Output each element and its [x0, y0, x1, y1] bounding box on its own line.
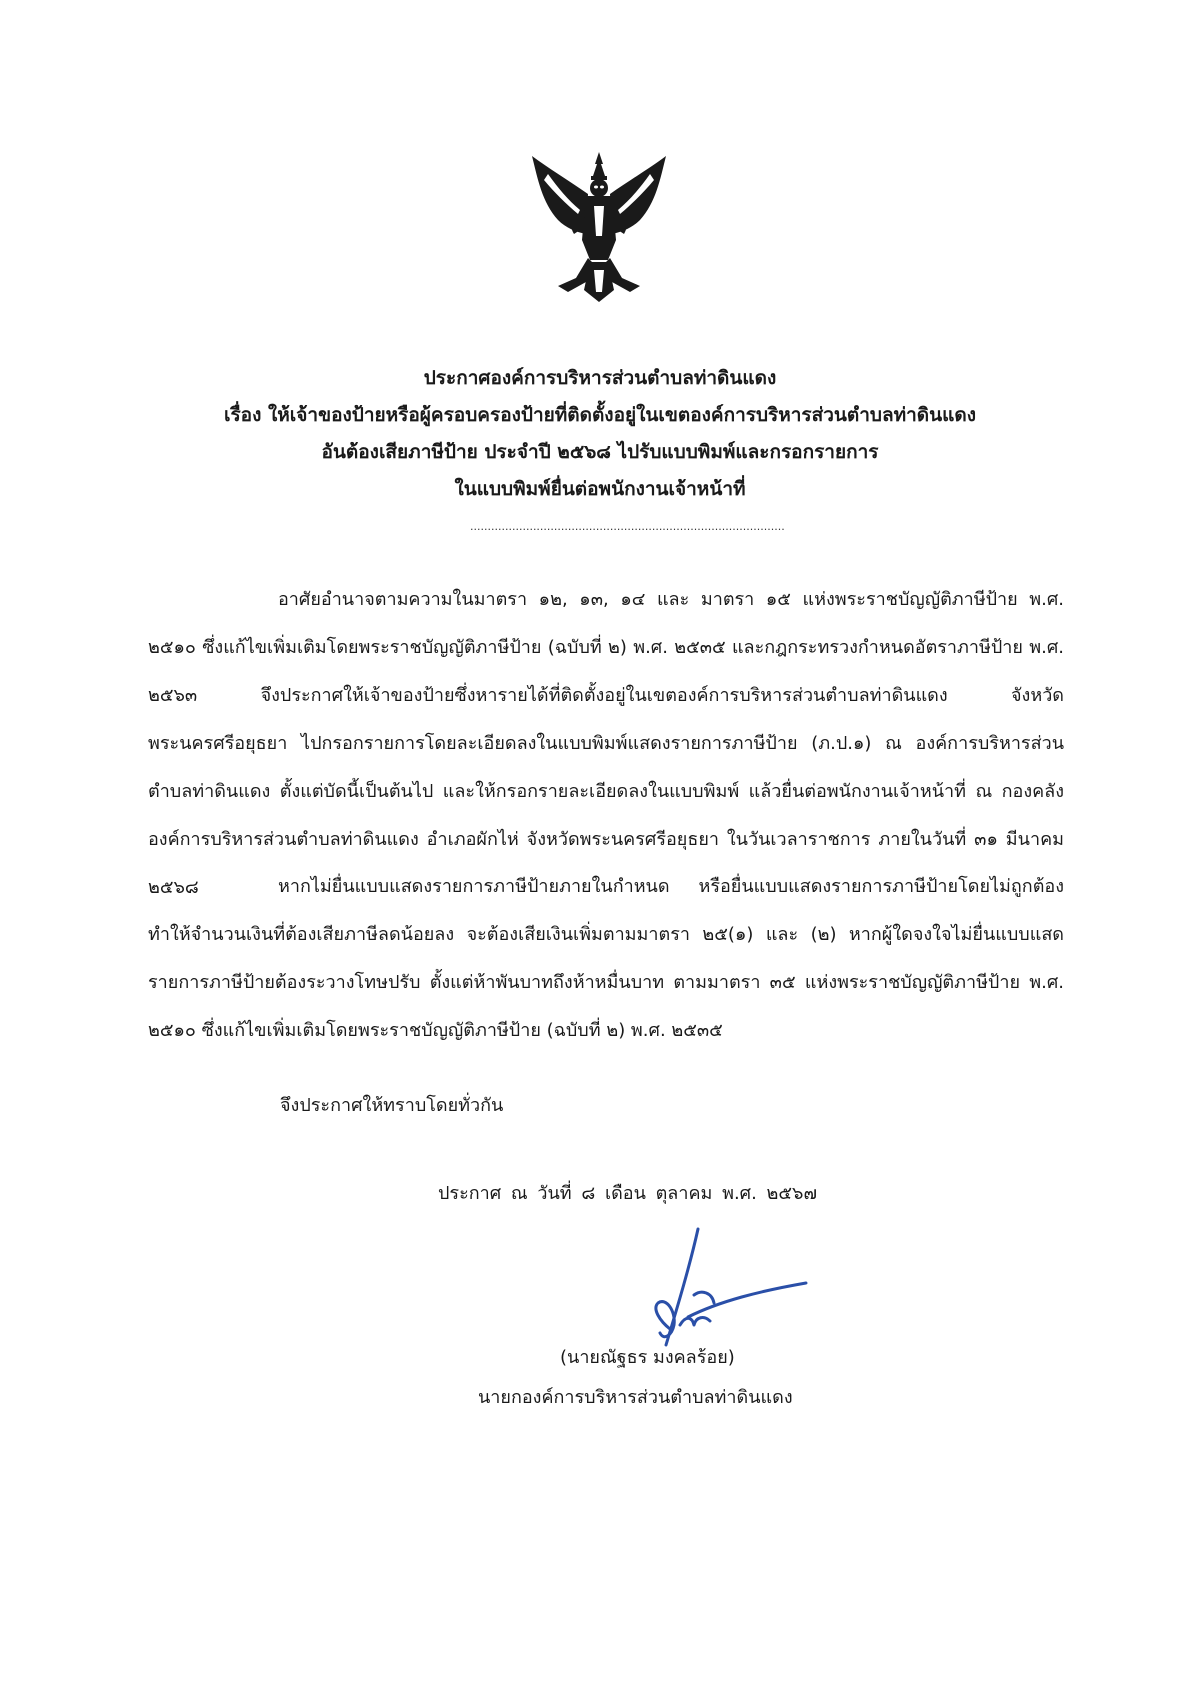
closing-statement: จึงประกาศให้ทราบโดยทั่วกัน [280, 1095, 504, 1116]
subject-line-2: อันต้องเสียภาษีป้าย ประจำปี ๒๕๖๘ ไปรับแบบพิมพ์และกรอกรายการ [321, 441, 879, 463]
body-paragraph-1: อาศัยอำนาจตามความในมาตรา ๑๒, ๑๓, ๑๔ และ มาตรา ๑๕ แห่งพระราชบัญญัติภาษีป้าย พ.ศ. ๒๕๑๐ ซึ่งแก้ไขเพิ่มเติมโดยพระราชบัญญัติภาษีป้าย (ฉบับที่ ๒) พ.ศ. ๒๕๓๕ และกฎกระทรวงกำหนดอัตราภาษีป้าย พ.ศ. ๒๕๖๓ จึงประกาศให้เจ้าของป้ายซึ่งหารายได้ที่ติดตั้งอยู่ในเขตองค์การบริหารส่วนตำบลท่าดินแดง จังหวัดพระนครศรีอยุธยา ไปกรอกรายการโดยละเอียดลงในแบบพิมพ์แสดงรายการภาษีป้าย (ภ.ป.๑) ณ องค์การบริหารส่วนตำบลท่าดินแดง ตั้งแต่บัดนี้เป็นต้นไป และให้กรอกรายละเอียดลงในแบบพิมพ์ แล้วยื่นต่อพนักงานเจ้าหน้าที่ ณ กองคลัง องค์การบริหารส่วนตำบลท่าดินแดง อำเภอผักไห่ จังหวัดพระนครศรีอยุธยา ในวันเวลาราชการ ภายในวันที่ ๓๑ มีนาคม ๒๕๖๘ [148, 589, 1064, 898]
body-paragraph-2: หากไม่ยื่นแบบแสดงรายการภาษีป้ายภายในกำหนด หรือยื่นแบบแสดงรายการภาษีป้ายโดยไม่ถูกต้องทำให้จำนวนเงินที่ต้องเสียภาษีลดน้อยลง จะต้องเสียเงินเพิ่มตามมาตรา ๒๕(๑) และ (๒) หากผู้ใดจงใจไม่ยื่นแบบแสดรายการภาษีป้ายต้องระวางโทษปรับ ตั้งแต่ห้าพันบาทถึงห้าหมื่นบาท ตามมาตรา ๓๕ แห่งพระราชบัญญัติภาษีป้าย พ.ศ. ๒๕๑๐ ซึ่งแก้ไขเพิ่มเติมโดยพระราชบัญญัติภาษีป้าย (ฉบับที่ ๒) พ.ศ. ๒๕๓๕ [148, 876, 1064, 1041]
subject-line-3: ในแบบพิมพ์ยื่นต่อพนักงานเจ้าหน้าที่ [454, 478, 746, 500]
garuda-emblem-icon [528, 150, 670, 306]
announcement-date: ประกาศ ณ วันที่ ๘ เดือน ตุลาคม พ.ศ. ๒๕๖๗ [438, 1183, 817, 1204]
signer-title: นายกองค์การบริหารส่วนตำบลท่าดินแดง [478, 1387, 793, 1408]
subject-line-1: เรื่อง ให้เจ้าของป้ายหรือผู้ครอบครองป้ายที่ติดตั้งอยู่ในเขตองค์การบริหารส่วนตำบลท่าดินแดง [223, 404, 976, 426]
signature-icon [630, 1225, 820, 1355]
announcement-heading [140, 360, 1060, 508]
signer-name: (นายณัฐธร มงคลร้อย) [560, 1347, 735, 1368]
separator-dots: .......................................................................................... [470, 520, 785, 533]
announcement-title: ประกาศองค์การบริหารส่วนตำบลท่าดินแดง [423, 367, 777, 389]
